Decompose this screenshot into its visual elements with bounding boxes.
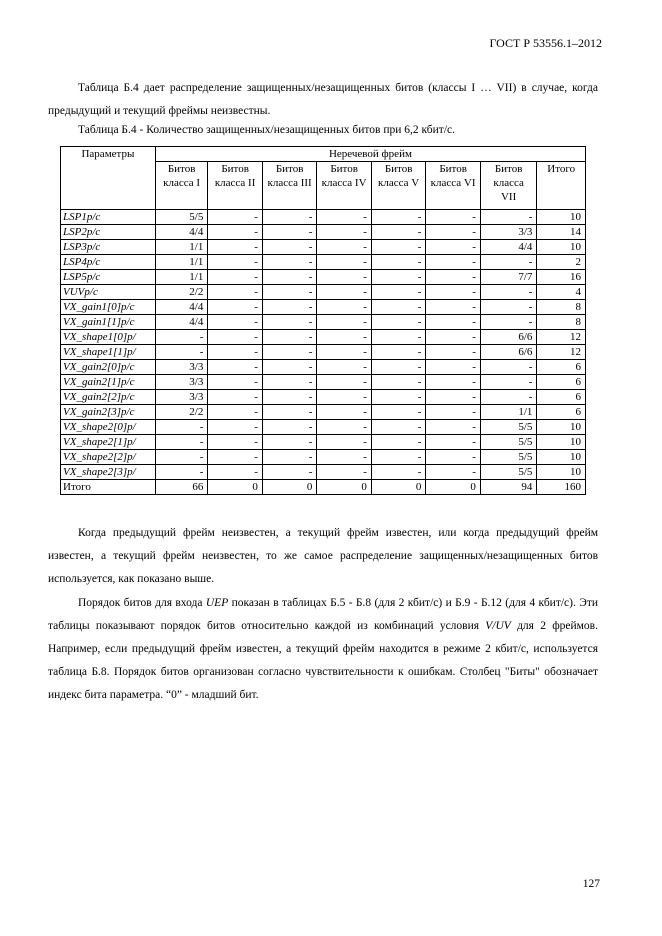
value-cell: 0 <box>371 480 426 495</box>
param-cell: LSP1p/c <box>61 210 156 225</box>
value-cell: 10 <box>537 420 586 435</box>
value-cell: - <box>155 345 207 360</box>
value-cell: - <box>371 285 426 300</box>
value-cell: - <box>317 390 372 405</box>
value-cell: - <box>208 225 263 240</box>
param-cell: LSP3p/c <box>61 240 156 255</box>
table-total-row <box>61 480 586 495</box>
value-cell: 8 <box>537 300 586 315</box>
value-cell: - <box>371 300 426 315</box>
param-cell: VX_shape1[0]p/ <box>61 330 156 345</box>
value-cell: - <box>371 210 426 225</box>
value-cell: - <box>208 285 263 300</box>
table-row <box>61 300 586 315</box>
value-cell: 1/1 <box>155 270 207 285</box>
value-cell: - <box>262 420 317 435</box>
table-row <box>61 210 586 225</box>
value-cell: - <box>426 420 481 435</box>
value-cell: - <box>426 285 481 300</box>
value-cell: - <box>371 330 426 345</box>
value-cell: - <box>480 210 537 225</box>
class-column-header: Битов класса VII <box>480 162 537 210</box>
paragraph-2 <box>48 522 598 591</box>
table-row <box>61 465 586 480</box>
value-cell: - <box>426 345 481 360</box>
value-cell: - <box>262 330 317 345</box>
value-cell: 3/3 <box>155 390 207 405</box>
intro-paragraph <box>48 77 598 123</box>
bit-distribution-table <box>60 146 586 495</box>
value-cell: 3/3 <box>155 375 207 390</box>
value-cell: - <box>262 390 317 405</box>
value-cell: 7/7 <box>480 270 537 285</box>
value-cell: - <box>480 360 537 375</box>
value-cell: 6 <box>537 360 586 375</box>
table-row <box>61 375 586 390</box>
value-cell: 0 <box>262 480 317 495</box>
value-cell: - <box>317 270 372 285</box>
value-cell: - <box>262 285 317 300</box>
value-cell: - <box>426 390 481 405</box>
class-column-header: Итого <box>537 162 586 210</box>
param-cell: VX_gain1[0]p/c <box>61 300 156 315</box>
value-cell: - <box>480 285 537 300</box>
param-cell: LSP5p/c <box>61 270 156 285</box>
value-cell: - <box>262 435 317 450</box>
value-cell: - <box>317 450 372 465</box>
param-cell: VX_gain2[3]p/c <box>61 405 156 420</box>
param-cell: VX_gain2[2]p/c <box>61 390 156 405</box>
value-cell: - <box>371 420 426 435</box>
value-cell: - <box>426 405 481 420</box>
value-cell: 5/5 <box>480 420 537 435</box>
value-cell: - <box>208 300 263 315</box>
value-cell: - <box>262 405 317 420</box>
value-cell: 5/5 <box>480 465 537 480</box>
value-cell: - <box>371 435 426 450</box>
value-cell: 10 <box>537 465 586 480</box>
table-row <box>61 225 586 240</box>
value-cell: - <box>155 435 207 450</box>
value-cell: 14 <box>537 225 586 240</box>
value-cell: - <box>426 210 481 225</box>
value-cell: 66 <box>155 480 207 495</box>
table-row <box>61 285 586 300</box>
value-cell: 16 <box>537 270 586 285</box>
running-header: ГОСТ Р 53556.1–2012 <box>489 36 602 50</box>
value-cell: 8 <box>537 315 586 330</box>
value-cell: - <box>262 255 317 270</box>
value-cell: - <box>262 375 317 390</box>
table-row <box>61 330 586 345</box>
value-cell: 94 <box>480 480 537 495</box>
value-cell: - <box>426 270 481 285</box>
value-cell: - <box>371 360 426 375</box>
value-cell: - <box>426 435 481 450</box>
value-cell: - <box>262 360 317 375</box>
paragraph-3-text-c: для 2 фреймов. Например, если предыдущий фрейм известен, а текущий фрейм находится в режиме 2 кбит/с, используется таблица Б.8. Порядок битов организован согласно чувствительности к ошибкам. Столбец "Биты" обозначает индекс бита параметра. “0” - младший бит. <box>48 620 598 701</box>
value-cell: - <box>208 315 263 330</box>
value-cell: - <box>371 270 426 285</box>
value-cell: 1/1 <box>480 405 537 420</box>
value-cell: - <box>155 450 207 465</box>
class-column-header: Битов класса VI <box>426 162 481 210</box>
value-cell: - <box>426 225 481 240</box>
value-cell: - <box>317 315 372 330</box>
value-cell: - <box>208 270 263 285</box>
value-cell: - <box>317 345 372 360</box>
value-cell: - <box>208 360 263 375</box>
value-cell: 160 <box>537 480 586 495</box>
value-cell: - <box>262 210 317 225</box>
value-cell: - <box>208 405 263 420</box>
value-cell: - <box>371 390 426 405</box>
paragraph-3-text-a: Порядок битов для входа <box>78 597 206 609</box>
value-cell: - <box>317 225 372 240</box>
value-cell: - <box>262 300 317 315</box>
value-cell: - <box>371 450 426 465</box>
value-cell: - <box>317 405 372 420</box>
value-cell: 12 <box>537 330 586 345</box>
value-cell: 12 <box>537 345 586 360</box>
value-cell: 5/5 <box>155 210 207 225</box>
param-cell: VX_shape2[1]p/ <box>61 435 156 450</box>
value-cell: - <box>208 330 263 345</box>
value-cell: - <box>426 240 481 255</box>
value-cell: - <box>317 255 372 270</box>
value-cell: 4 <box>537 285 586 300</box>
value-cell: - <box>480 255 537 270</box>
value-cell: - <box>208 255 263 270</box>
value-cell: - <box>317 420 372 435</box>
value-cell: - <box>208 435 263 450</box>
value-cell: - <box>371 345 426 360</box>
value-cell: - <box>426 360 481 375</box>
value-cell: 10 <box>537 210 586 225</box>
value-cell: 5/5 <box>480 450 537 465</box>
uep-term: UEP <box>205 597 229 609</box>
param-cell: LSP4p/c <box>61 255 156 270</box>
value-cell: - <box>262 225 317 240</box>
value-cell: - <box>155 465 207 480</box>
value-cell: - <box>208 240 263 255</box>
value-cell: - <box>317 285 372 300</box>
value-cell: 3/3 <box>155 360 207 375</box>
table-row <box>61 255 586 270</box>
value-cell: 6/6 <box>480 345 537 360</box>
value-cell: - <box>426 375 481 390</box>
value-cell: 10 <box>537 435 586 450</box>
class-column-header: Битов класса IV <box>317 162 372 210</box>
value-cell: - <box>317 330 372 345</box>
value-cell: - <box>317 210 372 225</box>
class-column-header: Битов класса II <box>208 162 263 210</box>
value-cell: 10 <box>537 450 586 465</box>
value-cell: - <box>208 465 263 480</box>
value-cell: - <box>262 315 317 330</box>
param-cell: LSP2p/c <box>61 225 156 240</box>
value-cell: - <box>371 315 426 330</box>
value-cell: 3/3 <box>480 225 537 240</box>
value-cell: - <box>208 210 263 225</box>
value-cell: 0 <box>317 480 372 495</box>
value-cell: 5/5 <box>480 435 537 450</box>
table-row <box>61 405 586 420</box>
value-cell: - <box>317 375 372 390</box>
value-cell: - <box>371 465 426 480</box>
value-cell: - <box>480 315 537 330</box>
value-cell: 6 <box>537 390 586 405</box>
value-cell: 6/6 <box>480 330 537 345</box>
value-cell: 1/1 <box>155 255 207 270</box>
table-row <box>61 315 586 330</box>
table-header-row-1 <box>61 147 586 162</box>
value-cell: - <box>208 390 263 405</box>
value-cell: - <box>262 345 317 360</box>
param-cell: Итого <box>61 480 156 495</box>
value-cell: - <box>262 465 317 480</box>
param-cell: VX_shape2[2]p/ <box>61 450 156 465</box>
vuv-term: V/UV <box>485 620 511 632</box>
table-row <box>61 390 586 405</box>
value-cell: - <box>262 270 317 285</box>
param-column-header: Параметры <box>61 147 156 210</box>
value-cell: - <box>317 300 372 315</box>
value-cell: - <box>317 465 372 480</box>
value-cell: 2 <box>537 255 586 270</box>
table-row <box>61 450 586 465</box>
value-cell: - <box>317 435 372 450</box>
value-cell: 1/1 <box>155 240 207 255</box>
param-cell: VX_shape2[3]p/ <box>61 465 156 480</box>
param-cell: VX_shape1[1]p/ <box>61 345 156 360</box>
value-cell: 2/2 <box>155 405 207 420</box>
param-cell: VX_shape2[0]p/ <box>61 420 156 435</box>
table-row <box>61 240 586 255</box>
class-column-header: Битов класса V <box>371 162 426 210</box>
param-cell: VX_gain1[1]p/c <box>61 315 156 330</box>
value-cell: 6 <box>537 375 586 390</box>
value-cell: 4/4 <box>155 225 207 240</box>
value-cell: - <box>155 330 207 345</box>
table-caption: Таблица Б.4 - Количество защищенных/незащищенных битов при 6,2 кбит/с. <box>78 124 456 136</box>
value-cell: - <box>426 330 481 345</box>
value-cell: 4/4 <box>480 240 537 255</box>
param-cell: VX_gain2[0]p/c <box>61 360 156 375</box>
value-cell: - <box>371 255 426 270</box>
value-cell: 10 <box>537 240 586 255</box>
value-cell: - <box>208 375 263 390</box>
table-body <box>61 210 586 495</box>
paragraph-3 <box>48 592 598 707</box>
value-cell: - <box>371 405 426 420</box>
value-cell: - <box>426 255 481 270</box>
value-cell: - <box>426 315 481 330</box>
paragraph-2-text: Когда предыдущий фрейм неизвестен, а текущий фрейм известен, или когда предыдущий фрейм известен, а текущий фрейм неизвестен, то же самое распределение защищенных/незащищенных битов используется, как показано выше. <box>48 527 598 585</box>
table-row <box>61 360 586 375</box>
value-cell: - <box>371 225 426 240</box>
value-cell: - <box>262 240 317 255</box>
intro-text: Таблица Б.4 дает распределение защищенных/незащищенных битов (классы I … VII) в случае, когда предыдущий и текущий фреймы неизвестны. <box>48 82 598 117</box>
paragraph-3-text-b: показан в таблицах Б.5 - Б.8 (для 2 кбит/с) и Б.9 - Б.12 (для 4 кбит/с). Эти таблицы показывают порядок битов относительно каждой из комбинаций условия <box>48 597 598 632</box>
param-cell: VUVp/c <box>61 285 156 300</box>
value-cell: 0 <box>208 480 263 495</box>
table-row <box>61 435 586 450</box>
page-number: 127 <box>582 878 600 890</box>
value-cell: - <box>155 420 207 435</box>
table-row <box>61 270 586 285</box>
class-column-header: Битов класса I <box>155 162 207 210</box>
value-cell: - <box>480 300 537 315</box>
table-row <box>61 345 586 360</box>
value-cell: - <box>426 300 481 315</box>
value-cell: 0 <box>426 480 481 495</box>
value-cell: 4/4 <box>155 315 207 330</box>
frame-group-header: Неречевой фрейм <box>155 147 585 162</box>
value-cell: - <box>371 240 426 255</box>
value-cell: - <box>371 375 426 390</box>
value-cell: - <box>262 450 317 465</box>
value-cell: 4/4 <box>155 300 207 315</box>
value-cell: - <box>426 450 481 465</box>
value-cell: - <box>208 420 263 435</box>
value-cell: 2/2 <box>155 285 207 300</box>
value-cell: - <box>426 465 481 480</box>
value-cell: - <box>317 240 372 255</box>
class-column-header: Битов класса III <box>262 162 317 210</box>
table-row <box>61 420 586 435</box>
value-cell: - <box>480 390 537 405</box>
value-cell: - <box>317 360 372 375</box>
param-cell: VX_gain2[1]p/c <box>61 375 156 390</box>
value-cell: - <box>208 450 263 465</box>
value-cell: - <box>480 375 537 390</box>
value-cell: - <box>208 345 263 360</box>
value-cell: 6 <box>537 405 586 420</box>
